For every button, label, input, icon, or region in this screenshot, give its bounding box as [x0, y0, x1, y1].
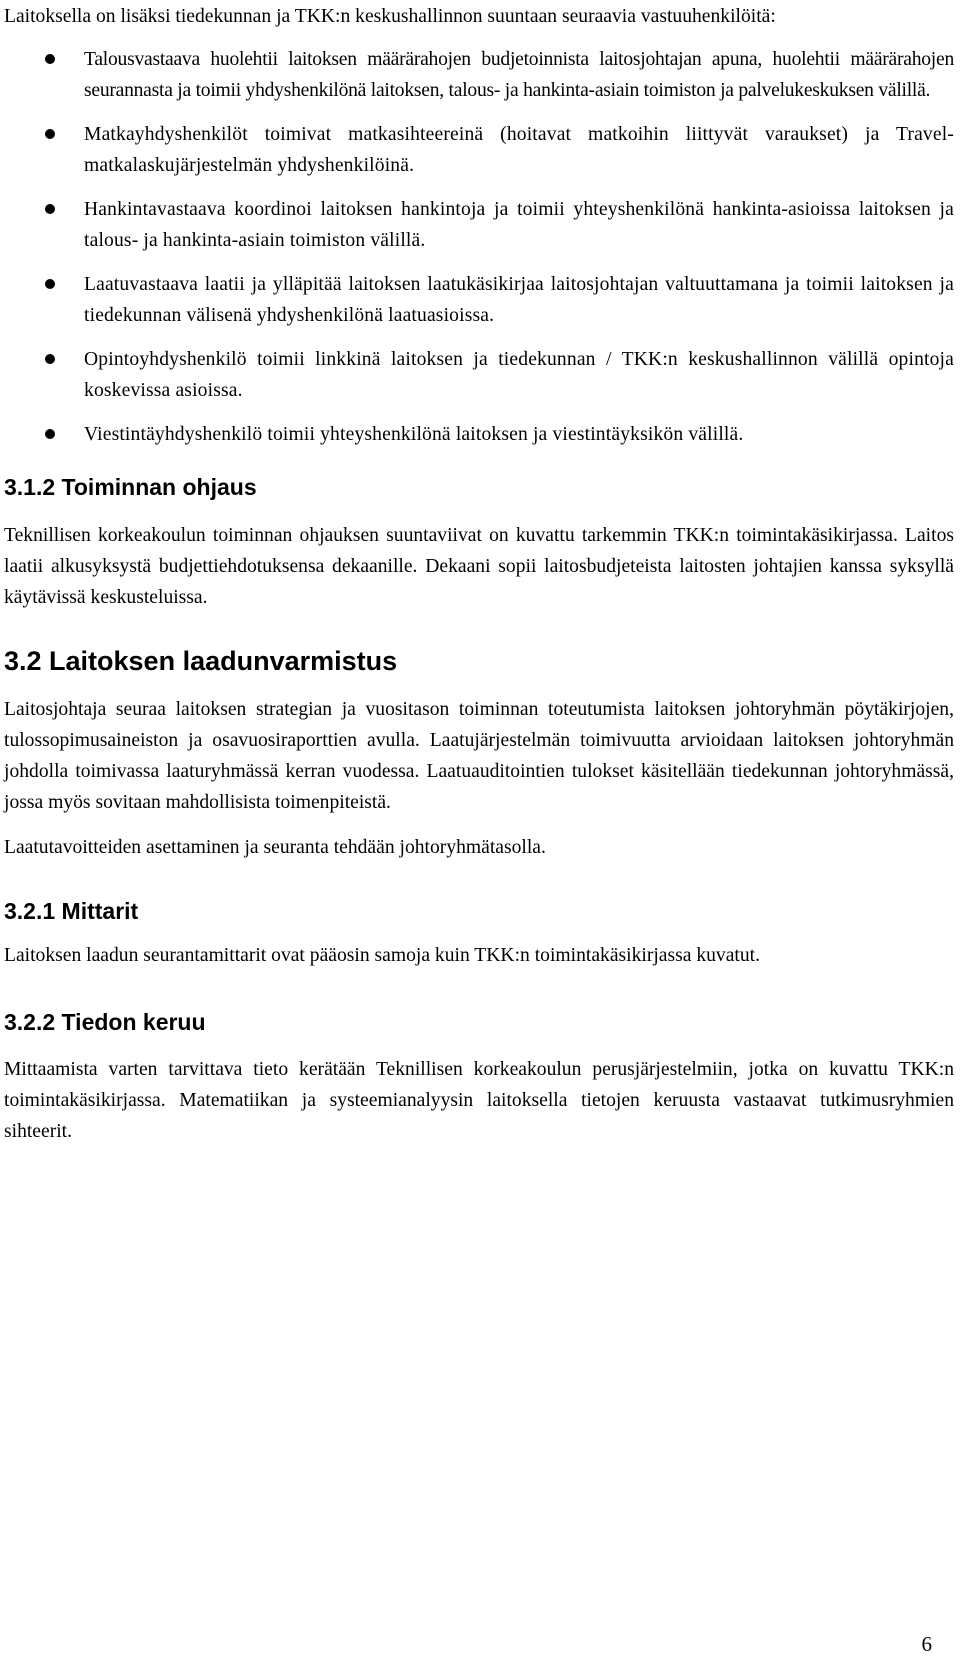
- list-item: [4, 269, 954, 331]
- section-paragraph: Laitoksen laadun seurantamittarit ovat pääosin samoja kuin TKK:n toimintakäsikirjassa kuvatut.: [4, 945, 761, 966]
- bullet-icon: [45, 279, 55, 289]
- list-item-text: Viestintäyhdyshenkilö toimii yhteyshenkilönä laitoksen ja viestintäyksikön välillä.: [84, 424, 744, 445]
- section-heading-tiedon-keruu: 3.2.2 Tiedon keruu: [4, 1009, 206, 1035]
- list-item: [4, 119, 954, 181]
- page-number: 6: [921, 1632, 932, 1656]
- section-paragraph: Teknillisen korkeakoulun toiminnan ohjauksen suuntaviivat on kuvattu tarkemmin TKK:n toimintakäsikirjassa. Laitos laatii alkusyksystä budjettiehdotuksensa dekaanille. Dekaani sopii laitosbudjeteista laitosten johtajien kanssa syksyllä käytävissä keskusteluissa.: [4, 525, 954, 608]
- section-heading-mittarit: 3.2.1 Mittarit: [4, 898, 139, 924]
- intro-paragraph: Laitoksella on lisäksi tiedekunnan ja TKK:n keskushallinnon suuntaan seuraavia vastuuhenkilöitä:: [4, 6, 776, 27]
- list-item-text: Opintoyhdyshenkilö toimii linkkinä laitoksen ja tiedekunnan / TKK:n keskushallinnon välillä opintoja koskevissa asioissa.: [84, 349, 954, 401]
- bullet-icon: [45, 54, 55, 64]
- document-page: [4, 0, 954, 1147]
- bullet-icon: [45, 354, 55, 364]
- section-heading-toiminnan-ohjaus: 3.1.2 Toiminnan ohjaus: [4, 474, 257, 500]
- list-item: [4, 344, 954, 406]
- list-item-text: Matkayhdyshenkilöt toimivat matkasihteereinä (hoitavat matkoihin liittyvät varaukset) ja Travel-matkalaskujärjestelmän yhdyshenkilöinä.: [84, 124, 954, 176]
- section-paragraph: Laatutavoitteiden asettaminen ja seuranta tehdään johtoryhmätasolla.: [4, 837, 546, 858]
- list-item-text: Laatuvastaava laatii ja ylläpitää laitoksen laatukäsikirjaa laitosjohtajan valtuuttamana ja toimii laitoksen ja tiedekunnan välisenä yhdyshenkilönä laatuasioissa.: [84, 274, 954, 326]
- list-item: [4, 194, 954, 256]
- bullet-icon: [45, 429, 55, 439]
- list-item: [4, 419, 954, 450]
- responsibility-list: [4, 44, 954, 450]
- list-item-text: Hankintavastaava koordinoi laitoksen hankintoja ja toimii yhteyshenkilönä hankinta-asioissa laitoksen ja talous- ja hankinta-asiain toimiston välillä.: [84, 199, 954, 251]
- list-item: [4, 44, 954, 106]
- bullet-icon: [45, 129, 55, 139]
- section-paragraph: Mittaamista varten tarvittava tieto kerätään Teknillisen korkeakoulun perusjärjestelmiin, jotka on kuvattu TKK:n toimintakäsikirjassa. Matematiikan ja systeemianalyysin laitoksella tietojen keruusta vastaavat tutkimusryhmien sihteerit.: [4, 1059, 954, 1142]
- section-heading-laadunvarmistus: 3.2 Laitoksen laadunvarmistus: [4, 646, 398, 676]
- bullet-icon: [45, 204, 55, 214]
- section-paragraph: Laitosjohtaja seuraa laitoksen strategian ja vuositason toiminnan toteutumista laitoksen johtoryhmän pöytäkirjojen, tulossopimusaineiston ja osavuosiraporttien avulla. Laatujärjestelmän toimivuutta arvioidaan laitoksen johtoryhmän johdolla toimivassa laaturyhmässä kerran vuodessa. Laatuauditointien tulokset käsitellään tiedekunnan johtoryhmässä, jossa myös sovitaan mahdollisista toimenpiteistä.: [4, 699, 954, 813]
- list-item-text: Talousvastaava huolehtii laitoksen määrärahojen budjetoinnista laitosjohtajan apuna, huolehtii määrärahojen seurannasta ja toimii yhdyshenkilönä laitoksen, talous- ja hankinta-asiain toimiston ja palvelukeskuksen välillä.: [84, 49, 954, 101]
